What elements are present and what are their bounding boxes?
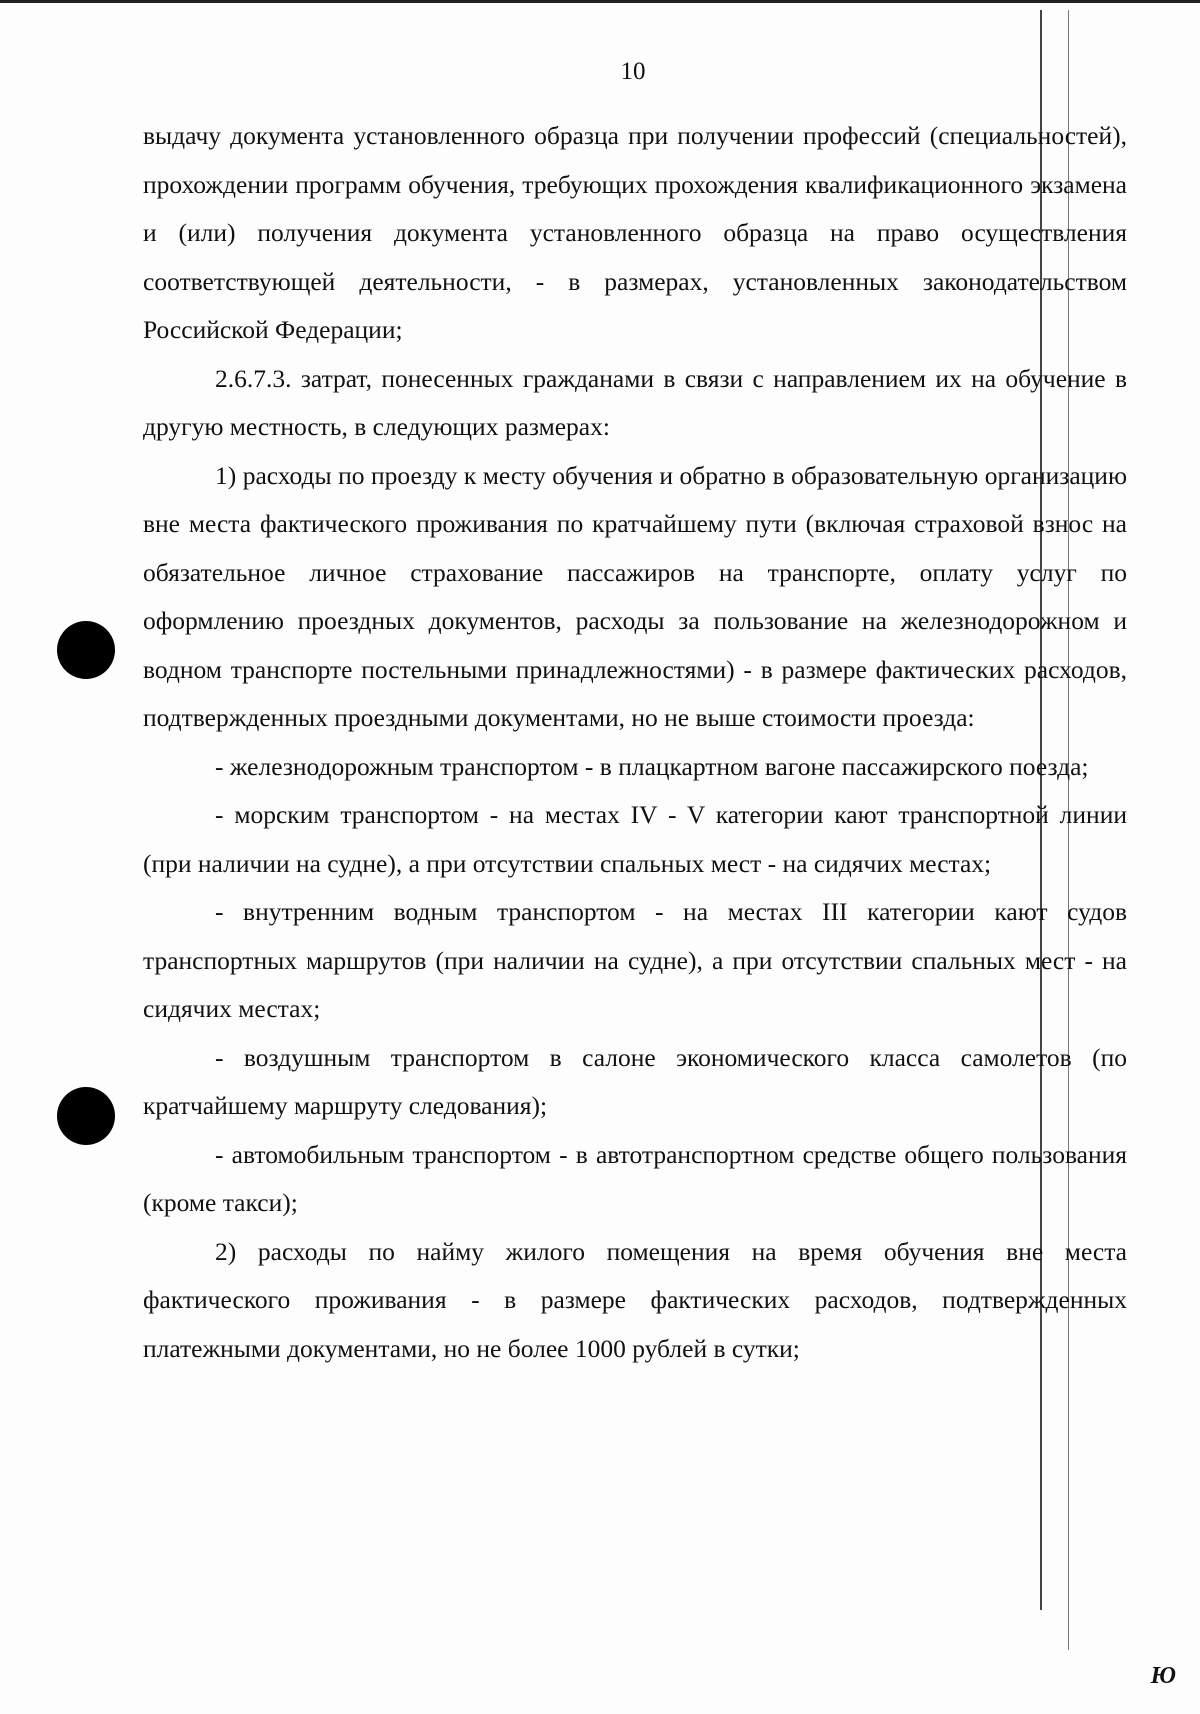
punch-hole xyxy=(57,1087,115,1145)
paragraph: - воздушным транспортом в салоне экономического класса самолетов (по кратчайшему маршруту следования); xyxy=(143,1042,1127,1120)
paragraph: - внутренним водным транспортом - на местах III категории кают судов транспортных маршрутов (при наличии на судне), а при отсутствии спальных мест - на сидячих местах; xyxy=(143,897,1127,1023)
punch-hole xyxy=(57,621,115,679)
paragraph: 2) расходы по найму жилого помещения на время обучения вне места фактического проживания - в размере фактических расходов, подтвержденных платежными документами, но не более 1000 рублей в сутки; xyxy=(143,1236,1127,1363)
paragraph: выдачу документа установленного образца при получении профессий (специальностей), прохождении программ обучения, требующих прохождения квалификационного экзамена и (или) получения документа установленного образца на право осуществления соответствующей деятельности, - в размерах, установленных законодательством Российской Федерации; xyxy=(143,121,1127,344)
document-body xyxy=(143,112,1127,1373)
paragraph: 2.6.7.3. затрат, понесенных гражданами в связи с направлением их на обучение в другую местность, в следующих размерах: xyxy=(143,363,1127,441)
top-border-line xyxy=(0,0,1200,3)
paragraph: - морским транспортом - на местах IV - V категории кают транспортной линии (при наличии на судне), а при отсутствии спальных мест - на сидячих местах; xyxy=(143,800,1127,878)
paragraph: - железнодорожным транспортом - в плацкартном вагоне пассажирского поезда; xyxy=(215,751,1089,781)
paragraph: - автомобильным транспортом - в автотранспортном средстве общего пользования (кроме такси); xyxy=(143,1139,1127,1217)
handwritten-page-mark: Ю xyxy=(1150,1663,1176,1689)
page-number: 10 xyxy=(620,58,646,85)
paragraph: 1) расходы по проезду к месту обучения и обратно в образовательную организацию вне места фактического проживания по кратчайшему пути (включая страховой взнос на обязательное личное страхование пассажиров на транспорте, оплату услуг по оформлению проездных документов, расходы за пользование на железнодорожном и водном транспорте постельными принадлежностями) - в размере фактических расходов, подтвержденных проездными документами, но не выше стоимости проезда: xyxy=(143,460,1127,732)
